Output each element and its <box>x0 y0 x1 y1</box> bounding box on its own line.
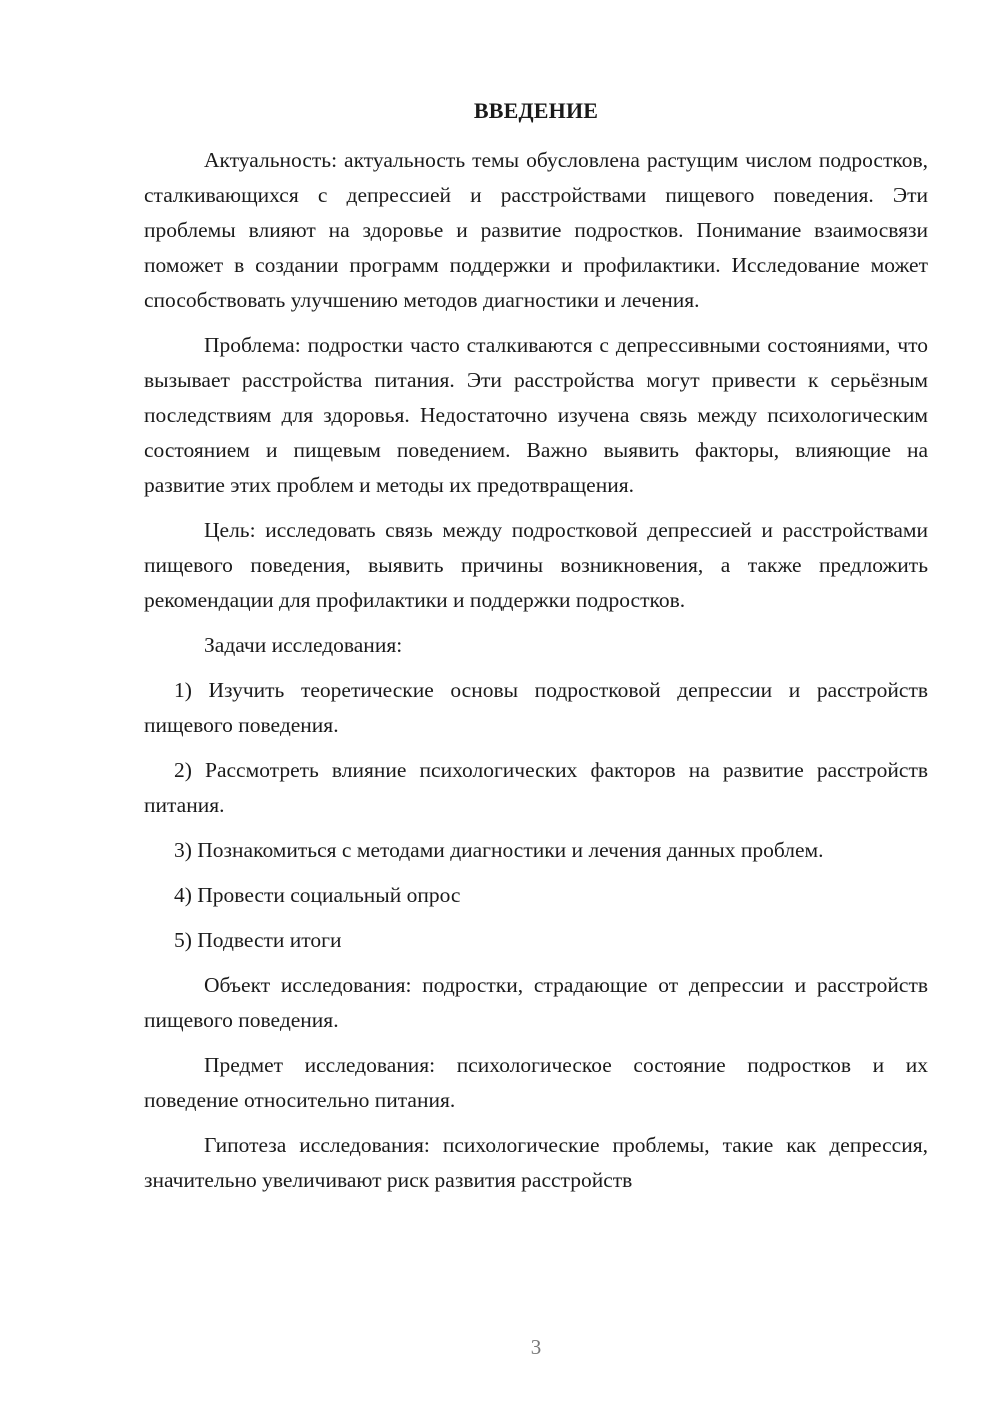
paragraph-subject: Предмет исследования: психологическое состояние подростков и их поведение относительно питания. <box>144 1053 928 1112</box>
task-item-3: 3) Познакомиться с методами диагностики и лечения данных проблем. <box>174 838 824 862</box>
paragraph-goal: Цель: исследовать связь между подростковой депрессией и расстройствами пищевого поведения, выявить причины возникновения, а также предложить рекомендации для профилактики и поддержки подростков. <box>144 518 928 612</box>
document-page <box>144 0 928 1414</box>
paragraph-tasks-title: Задачи исследования: <box>204 633 403 657</box>
paragraph-hypothesis: Гипотеза исследования: психологические проблемы, такие как депрессия, значительно увеличивают риск развития расстройств <box>144 1133 928 1192</box>
task-item-1: 1) Изучить теоретические основы подростковой депрессии и расстройств пищевого поведения. <box>144 678 928 737</box>
task-item-5: 5) Подвести итоги <box>174 928 342 952</box>
page-number: 3 <box>530 1335 542 1359</box>
section-heading: ВВЕДЕНИЕ <box>473 98 599 123</box>
paragraph-relevance: Актуальность: актуальность темы обусловлена растущим числом подростков, сталкивающихся с депрессией и расстройствами пищевого поведения. Эти проблемы влияют на здоровье и развитие подростков. Понимание взаимосвязи поможет в создании программ поддержки и профилактики. Исследование может способствовать улучшению методов диагностики и лечения. <box>144 148 928 312</box>
task-item-4: 4) Провести социальный опрос <box>174 883 461 907</box>
paragraph-problem: Проблема: подростки часто сталкиваются с депрессивными состояниями, что вызывает расстройства питания. Эти расстройства могут привести к серьёзным последствиям для здоровья. Недостаточно изучена связь между психологическим состоянием и пищевым поведением. Важно выявить факторы, влияющие на развитие этих проблем и методы их предотвращения. <box>144 333 928 497</box>
document-body <box>144 143 928 1198</box>
paragraph-object: Объект исследования: подростки, страдающие от депрессии и расстройств пищевого поведения. <box>144 973 928 1032</box>
task-item-2: 2) Рассмотреть влияние психологических факторов на развитие расстройств питания. <box>144 758 928 817</box>
